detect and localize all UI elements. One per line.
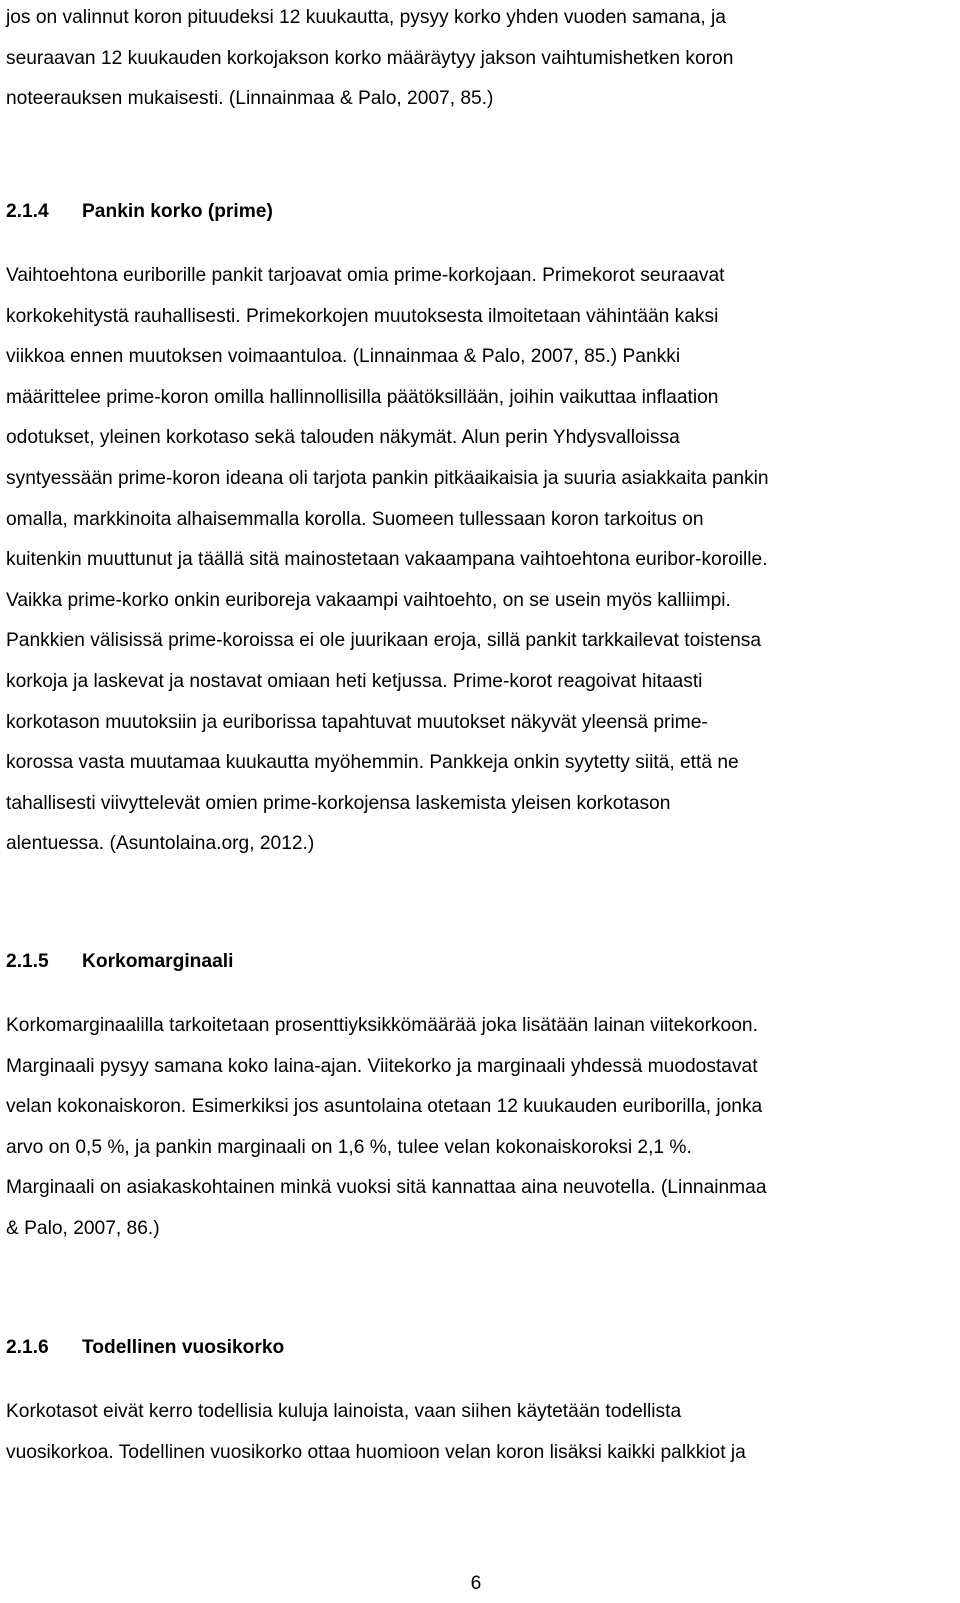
text-line: & Palo, 2007, 86.): [6, 1217, 160, 1239]
text-line: jos on valinnut koron pituudeksi 12 kuukautta, pysyy korko yhden vuoden samana, ja: [6, 7, 726, 28]
section-title: Korkomarginaali: [82, 951, 234, 972]
section-title: Pankin korko (prime): [82, 201, 273, 222]
text-line: korossa vasta muutamaa kuukautta myöhemmin. Pankkeja onkin syytetty siitä, että ne: [6, 752, 739, 774]
text-line: viikkoa ennen muutoksen voimaantuloa. (Linnainmaa & Palo, 2007, 85.) Pankki: [6, 346, 681, 368]
text-line: Vaihtoehtona euriborille pankit tarjoavat omia prime-korkojaan. Primekorot seuraavat: [6, 265, 725, 286]
text-line: Marginaali pysyy samana koko laina-ajan. Viitekorko ja marginaali yhdessä muodostavat: [6, 1055, 758, 1077]
text-line: korkokehitystä rauhallisesti. Primekorkojen muutoksesta ilmoitetaan vähintään kaksi: [6, 305, 719, 327]
text-line: syntyessään prime-koron ideana oli tarjota pankin pitkäaikaisia ja suuria asiakkaita pankin: [6, 467, 769, 489]
text-line: korkoja ja laskevat ja nostavat omiaan heti ketjussa. Prime-korot reagoivat hitaasti: [6, 670, 703, 692]
text-line: tahallisesti viivyttelevät omien prime-korkojensa laskemista yleisen korkotason: [6, 792, 671, 814]
text-line: alentuessa. (Asuntolaina.org, 2012.): [6, 833, 315, 855]
text-line: korkotason muutoksiin ja euriborissa tapahtuvat muutokset näkyvät yleensä prime-: [6, 711, 708, 733]
text-line: velan kokonaiskoron. Esimerkiksi jos asuntolaina otetaan 12 kuukauden euriborilla, jonka: [6, 1096, 763, 1118]
document-page: [6, 0, 946, 1603]
text-line: omalla, markkinoita alhaisemmalla korolla. Suomeen tullessaan koron tarkoitus on: [6, 508, 704, 530]
paragraph-effective: [6, 1392, 946, 1473]
text-line: kuitenkin muuttunut ja täällä sitä mainostetaan vakaampana vaihtoehtona euribor-koroille.: [6, 549, 768, 571]
section-number: 2.1.4: [6, 201, 49, 222]
text-line: seuraavan 12 kuukauden korkojakson korko määräytyy jakson vaihtumishetken koron: [6, 47, 734, 69]
section-number: 2.1.5: [6, 951, 49, 972]
paragraph-prime: [6, 256, 946, 865]
text-line: Pankkien välisissä prime-koroissa ei ole juurikaan eroja, sillä pankit tarkkailevat toistensa: [6, 630, 762, 652]
text-line: Marginaali on asiakaskohtainen minkä vuoksi sitä kannattaa aina neuvotella. (Linnainmaa: [6, 1177, 767, 1199]
text-line: arvo on 0,5 %, ja pankin marginaali on 1,6 %, tulee velan kokonaiskoroksi 2,1 %.: [6, 1136, 692, 1158]
paragraph-marginal: [6, 1006, 946, 1250]
text-line: Korkomarginaalilla tarkoitetaan prosenttiyksikkömäärää joka lisätään lainan viitekorkoon.: [6, 1015, 758, 1036]
section-number: 2.1.6: [6, 1337, 49, 1358]
section-heading-prime: [6, 200, 273, 224]
text-line: määrittelee prime-koron omilla hallinnollisilla päätöksillään, joihin vaikuttaa inflaation: [6, 386, 719, 408]
text-line: Korkotasot eivät kerro todellisia kuluja lainoista, vaan siihen käytetään todellista: [6, 1401, 682, 1422]
section-title: Todellinen vuosikorko: [82, 1337, 285, 1358]
text-line: Vaikka prime-korko onkin euriboreja vakaampi vaihtoehto, on se usein myös kalliimpi.: [6, 589, 731, 611]
text-line: vuosikorkoa. Todellinen vuosikorko ottaa huomioon velan koron lisäksi kaikki palkkiot ja: [6, 1441, 746, 1463]
section-heading-marginal: [6, 950, 233, 974]
text-line: noteerauksen mukaisesti. (Linnainmaa & Palo, 2007, 85.): [6, 88, 494, 110]
paragraph-intro: [6, 0, 946, 120]
text-line: odotukset, yleinen korkotaso sekä talouden näkymät. Alun perin Yhdysvalloissa: [6, 427, 680, 449]
section-heading-effective: [6, 1336, 284, 1360]
page-number: 6: [470, 1573, 482, 1594]
